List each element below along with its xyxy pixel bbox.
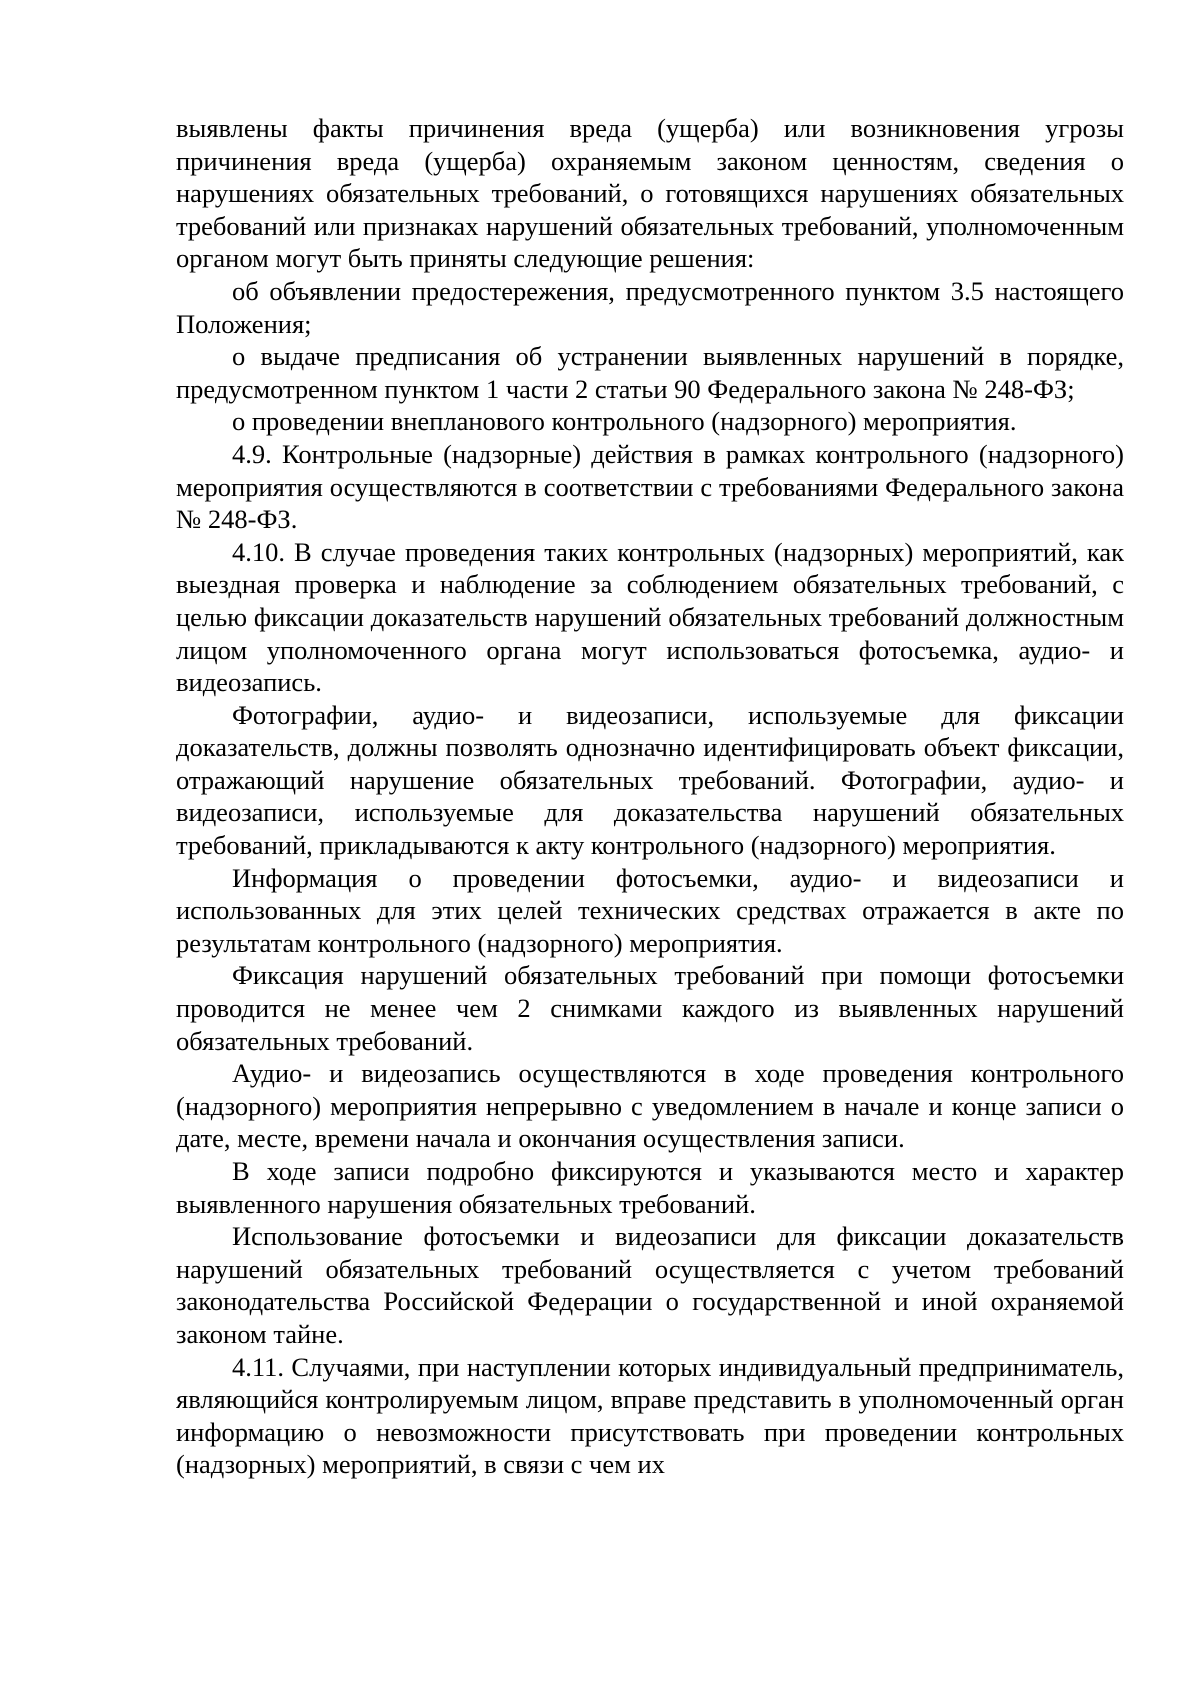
- paragraph-recording-details: В ходе записи подробно фиксируются и указываются место и характер выявленного нарушения обязательных требований.: [176, 1156, 1124, 1219]
- paragraph-photo-fixation: Фиксация нарушений обязательных требований при помощи фотосъемки проводится не менее чем 2 снимками каждого из выявленных нарушений обязательных требований.: [176, 960, 1124, 1056]
- paragraph-section-4-9: 4.9. Контрольные (надзорные) действия в рамках контрольного (надзорного) мероприятия осуществляются в соответствии с требованиями Федерального закона № 248-ФЗ.: [176, 438, 1124, 535]
- paragraph-photo-requirements: Фотографии, аудио- и видеозаписи, используемые для фиксации доказательств, должны позволять однозначно идентифицировать объект фиксации, отражающий нарушение обязательных требований. Фотографии, аудио- и видеозаписи, используемые для доказательства нарушений обязательных требований, прикладываются к акту контрольного (надзорного) мероприятия.: [176, 699, 1124, 861]
- paragraph-recording-info: Информация о проведении фотосъемки, аудио- и видеозаписи и использованных для этих целей технических средствах отражается в акте по результатам контрольного (надзорного) мероприятия.: [176, 862, 1124, 958]
- document-page: [176, 112, 1124, 1481]
- paragraph-order-decision: о выдаче предписания об устранении выявленных нарушений в порядке, предусмотренном пунктом 1 части 2 статьи 90 Федерального закона № 248-ФЗ;: [176, 341, 1124, 404]
- paragraph-continuation: выявлены факты причинения вреда (ущерба) или возникновения угрозы причинения вреда (ущерба) охраняемым законом ценностям, сведения о нарушениях обязательных требований, о готовящихся нарушениях обязательных требований или признаках нарушений обязательных требований, уполномоченным органом могут быть приняты следующие решения:: [176, 113, 1124, 274]
- paragraph-section-4-10: 4.10. В случае проведения таких контрольных (надзорных) мероприятий, как выездная проверка и наблюдение за соблюдением обязательных требований, с целью фиксации доказательств нарушений обязательных требований должностным лицом уполномоченного органа могут использоваться фотосъемка, аудио- и видеозапись.: [176, 536, 1124, 698]
- paragraph-warning-decision: об объявлении предостережения, предусмотренного пунктом 3.5 настоящего Положения;: [176, 275, 1124, 339]
- paragraph-section-4-11: 4.11. Случаями, при наступлении которых индивидуальный предприниматель, являющийся контролируемым лицом, вправе представить в уполномоченный орган информацию о невозможности присутствовать при проведении контрольных (надзорных) мероприятий, в связи с чем их: [176, 1351, 1124, 1480]
- paragraph-unscheduled-event-decision: о проведении внепланового контрольного (надзорного) мероприятия.: [232, 406, 1017, 437]
- paragraph-secrecy-requirements: Использование фотосъемки и видеозаписи для фиксации доказательств нарушений обязательных требований осуществляется с учетом требований законодательства Российской Федерации о государственной и иной охраняемой законом тайне.: [176, 1221, 1124, 1349]
- paragraph-audio-video-recording: Аудио- и видеозапись осуществляются в ходе проведения контрольного (надзорного) мероприятия непрерывно с уведомлением в начале и конце записи о дате, месте, времени начала и окончания осуществления записи.: [176, 1058, 1124, 1154]
